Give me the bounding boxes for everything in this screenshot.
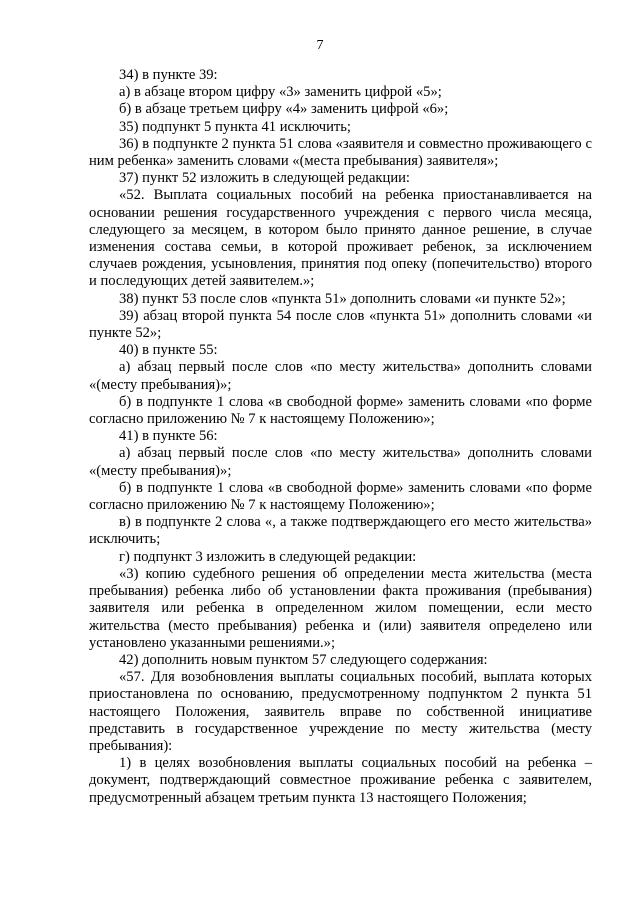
paragraph-item-42: 42) дополнить новым пунктом 57 следующего содержания: [119,651,488,668]
paragraph-40-subitem-b: б) в подпункте 1 слова «в свободной форме» заменить словами «по форме согласно приложению № 7 к настоящему Положению»; [89,393,592,428]
paragraph-item-34: 34) в пункте 39: [119,67,218,83]
paragraph-quote-3: «3) копию судебного решения об определении места жительства (места пребывания) ребенка либо об установлении факта проживания (пребывания) заявителя или ребенка в определенном жилом помещении, если место жительства (место пребывания) ребенка и (или) заявителя определено или установлено указанными решениями.»; [89,565,592,651]
paragraph-41-subitem-a: а) абзац первый после слов «по месту жительства» дополнить словами «(месту пребывания)»; [89,445,592,479]
paragraph-item-35: 35) подпункт 5 пункта 41 исключить; [119,118,351,135]
paragraph-item-36: 36) в подпункте 2 пункта 51 слова «заявителя и совместно проживающего с ним ребенка» заменить словами «(места пребывания) заявителя»; [89,135,592,170]
paragraph-quote-52: «52. Выплата социальных пособий на ребенка приостанавливается на основании решения государственного учреждения с первого числа месяца, следующего за месяцем, в котором было принято данное решение, в случае изменения состава семьи, в которой проживает ребенок, за исключением случаев рождения, усыновления, принятия под опеку (попечительство) второго и последующих детей заявителем.»; [89,187,592,290]
document-body [89,67,592,807]
paragraph-item-37: 37) пункт 52 изложить в следующей редакции: [119,170,410,187]
paragraph-41-subitem-g: г) подпункт 3 изложить в следующей редакции: [119,548,417,565]
paragraph-quote-57: «57. Для возобновления выплаты социальных пособий, выплата которых приостановлена по основанию, предусмотренному подпунктом 2 пункта 51 настоящего Положения, заявитель вправе по собственной инициативе представить в государственное учреждение по месту жительства (месту пребывания): [89,669,592,754]
paragraph-item-39: 39) абзац второй пункта 54 после слов «пункта 51» дополнить словами «и пункте 52»; [89,307,592,342]
paragraph-item-40: 40) в пункте 55: [119,342,218,359]
page-number: 7 [316,38,324,53]
paragraph-item-41: 41) в пункте 56: [119,428,218,445]
paragraph-subitem-a: а) в абзаце втором цифру «3» заменить цифрой «5»; [119,84,442,101]
paragraph-40-subitem-a: а) абзац первый после слов «по месту жительства» дополнить словами «(месту пребывания)»; [89,359,592,393]
paragraph-41-subitem-v: в) в подпункте 2 слова «, а также подтверждающего его место жительства» исключить; [89,514,592,548]
paragraph-item-38: 38) пункт 53 после слов «пункта 51» дополнить словами «и пункте 52»; [119,290,566,307]
paragraph-subitem-b: б) в абзаце третьем цифру «4» заменить цифрой «6»; [119,101,449,118]
paragraph-57-subitem-1: 1) в целях возобновления выплаты социальных пособий на ребенка – документ, подтверждающий совместное проживание ребенка с заявителем, предусмотренный абзацем третьим пункта 13 настоящего Положения; [89,755,592,806]
paragraph-41-subitem-b: б) в подпункте 1 слова «в свободной форме» заменить словами «по форме согласно приложению № 7 к настоящему Положению»; [89,479,592,514]
